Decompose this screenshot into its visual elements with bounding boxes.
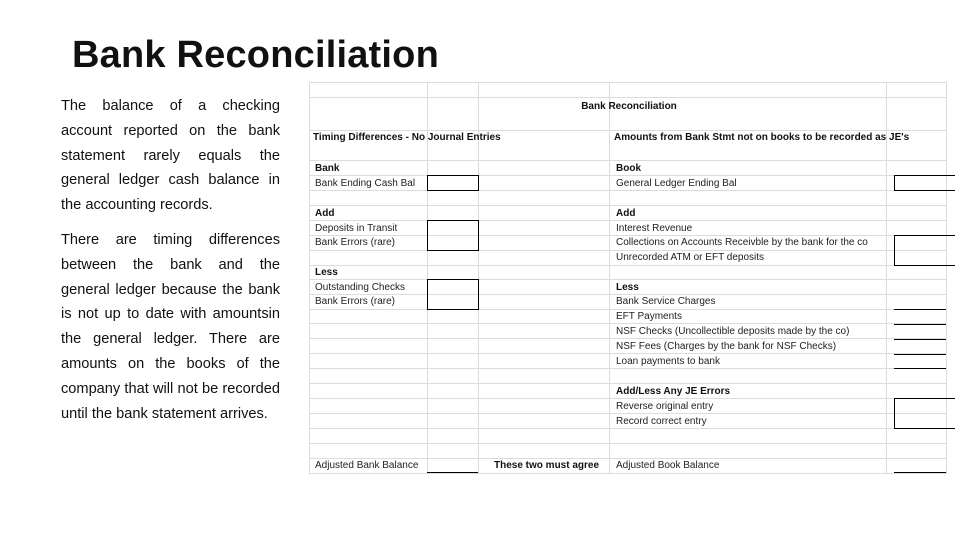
paragraph-1: The balance of a checking account reported on the bank statement rarely equals the general ledger cash balance in the accounting records.	[61, 98, 280, 214]
record-correct-label: Record correct entry	[616, 416, 707, 427]
gl-ending-label: General Ledger Ending Bal	[616, 178, 737, 189]
eft-payments-label: EFT Payments	[616, 311, 682, 322]
right-less-label: Less	[616, 282, 639, 293]
book-label: Book	[616, 163, 641, 174]
add-amounts-box	[427, 220, 479, 251]
je-errors-amounts-box	[894, 398, 955, 429]
less-amounts-box	[427, 279, 479, 310]
adjusted-bank-label: Adjusted Bank Balance	[315, 460, 419, 471]
nsf-fees-label: NSF Fees (Charges by the bank for NSF Checks)	[616, 341, 837, 352]
sheet-heading: Bank Reconciliation	[581, 101, 677, 112]
reconciliation-worksheet	[309, 82, 947, 474]
body-text	[61, 94, 280, 436]
bank-errors-add-label: Bank Errors (rare)	[315, 237, 396, 248]
bank-label: Bank	[315, 163, 340, 174]
adjusted-book-label: Adjusted Book Balance	[616, 460, 720, 471]
right-heading: Amounts from Bank Stmt not on books to be recorded as JE's	[614, 132, 910, 143]
bank-errors-less-label: Bank Errors (rare)	[315, 296, 396, 307]
agreement-note: These two must agree	[494, 460, 600, 471]
service-charges-label: Bank Service Charges	[616, 296, 716, 307]
reverse-entry-label: Reverse original entry	[616, 401, 714, 412]
right-less-top-line	[894, 309, 946, 310]
left-less-label: Less	[315, 267, 338, 278]
unrecorded-atm-label: Unrecorded ATM or EFT deposits	[616, 252, 765, 263]
slide-title: Bank Reconciliation	[72, 34, 439, 76]
left-heading: Timing Differences - No Journal Entries	[313, 132, 501, 143]
paragraph-2: There are timing differences between the bank and the general ledger because the bank is not up to date with amountsin the general ledger. There are amounts on the books of the company that will not be recorded until the bank statement arrives.	[61, 231, 280, 422]
collections-label: Collections on Accounts Receivble by the bank for the co	[616, 237, 868, 248]
outstanding-checks-label: Outstanding Checks	[315, 282, 406, 293]
gl-ending-amount-box	[894, 175, 955, 191]
right-add-amounts-box	[894, 235, 955, 266]
loan-payments-label: Loan payments to bank	[616, 356, 720, 367]
right-less-line-2	[894, 324, 946, 325]
right-less-line-3	[894, 339, 946, 340]
deposits-transit-label: Deposits in Transit	[315, 223, 398, 234]
nsf-checks-label: NSF Checks (Uncollectible deposits made by the co)	[616, 326, 850, 337]
right-add-label: Add	[616, 208, 636, 219]
bank-ending-amount-box	[427, 175, 479, 191]
je-errors-label: Add/Less Any JE Errors	[616, 386, 731, 397]
adjusted-bank-underline	[427, 472, 478, 473]
left-add-label: Add	[315, 208, 335, 219]
interest-revenue-label: Interest Revenue	[616, 223, 693, 234]
bank-ending-label: Bank Ending Cash Bal	[315, 178, 416, 189]
right-less-line-5	[894, 368, 946, 369]
right-less-line-4	[894, 354, 946, 355]
adjusted-book-underline	[894, 472, 946, 473]
